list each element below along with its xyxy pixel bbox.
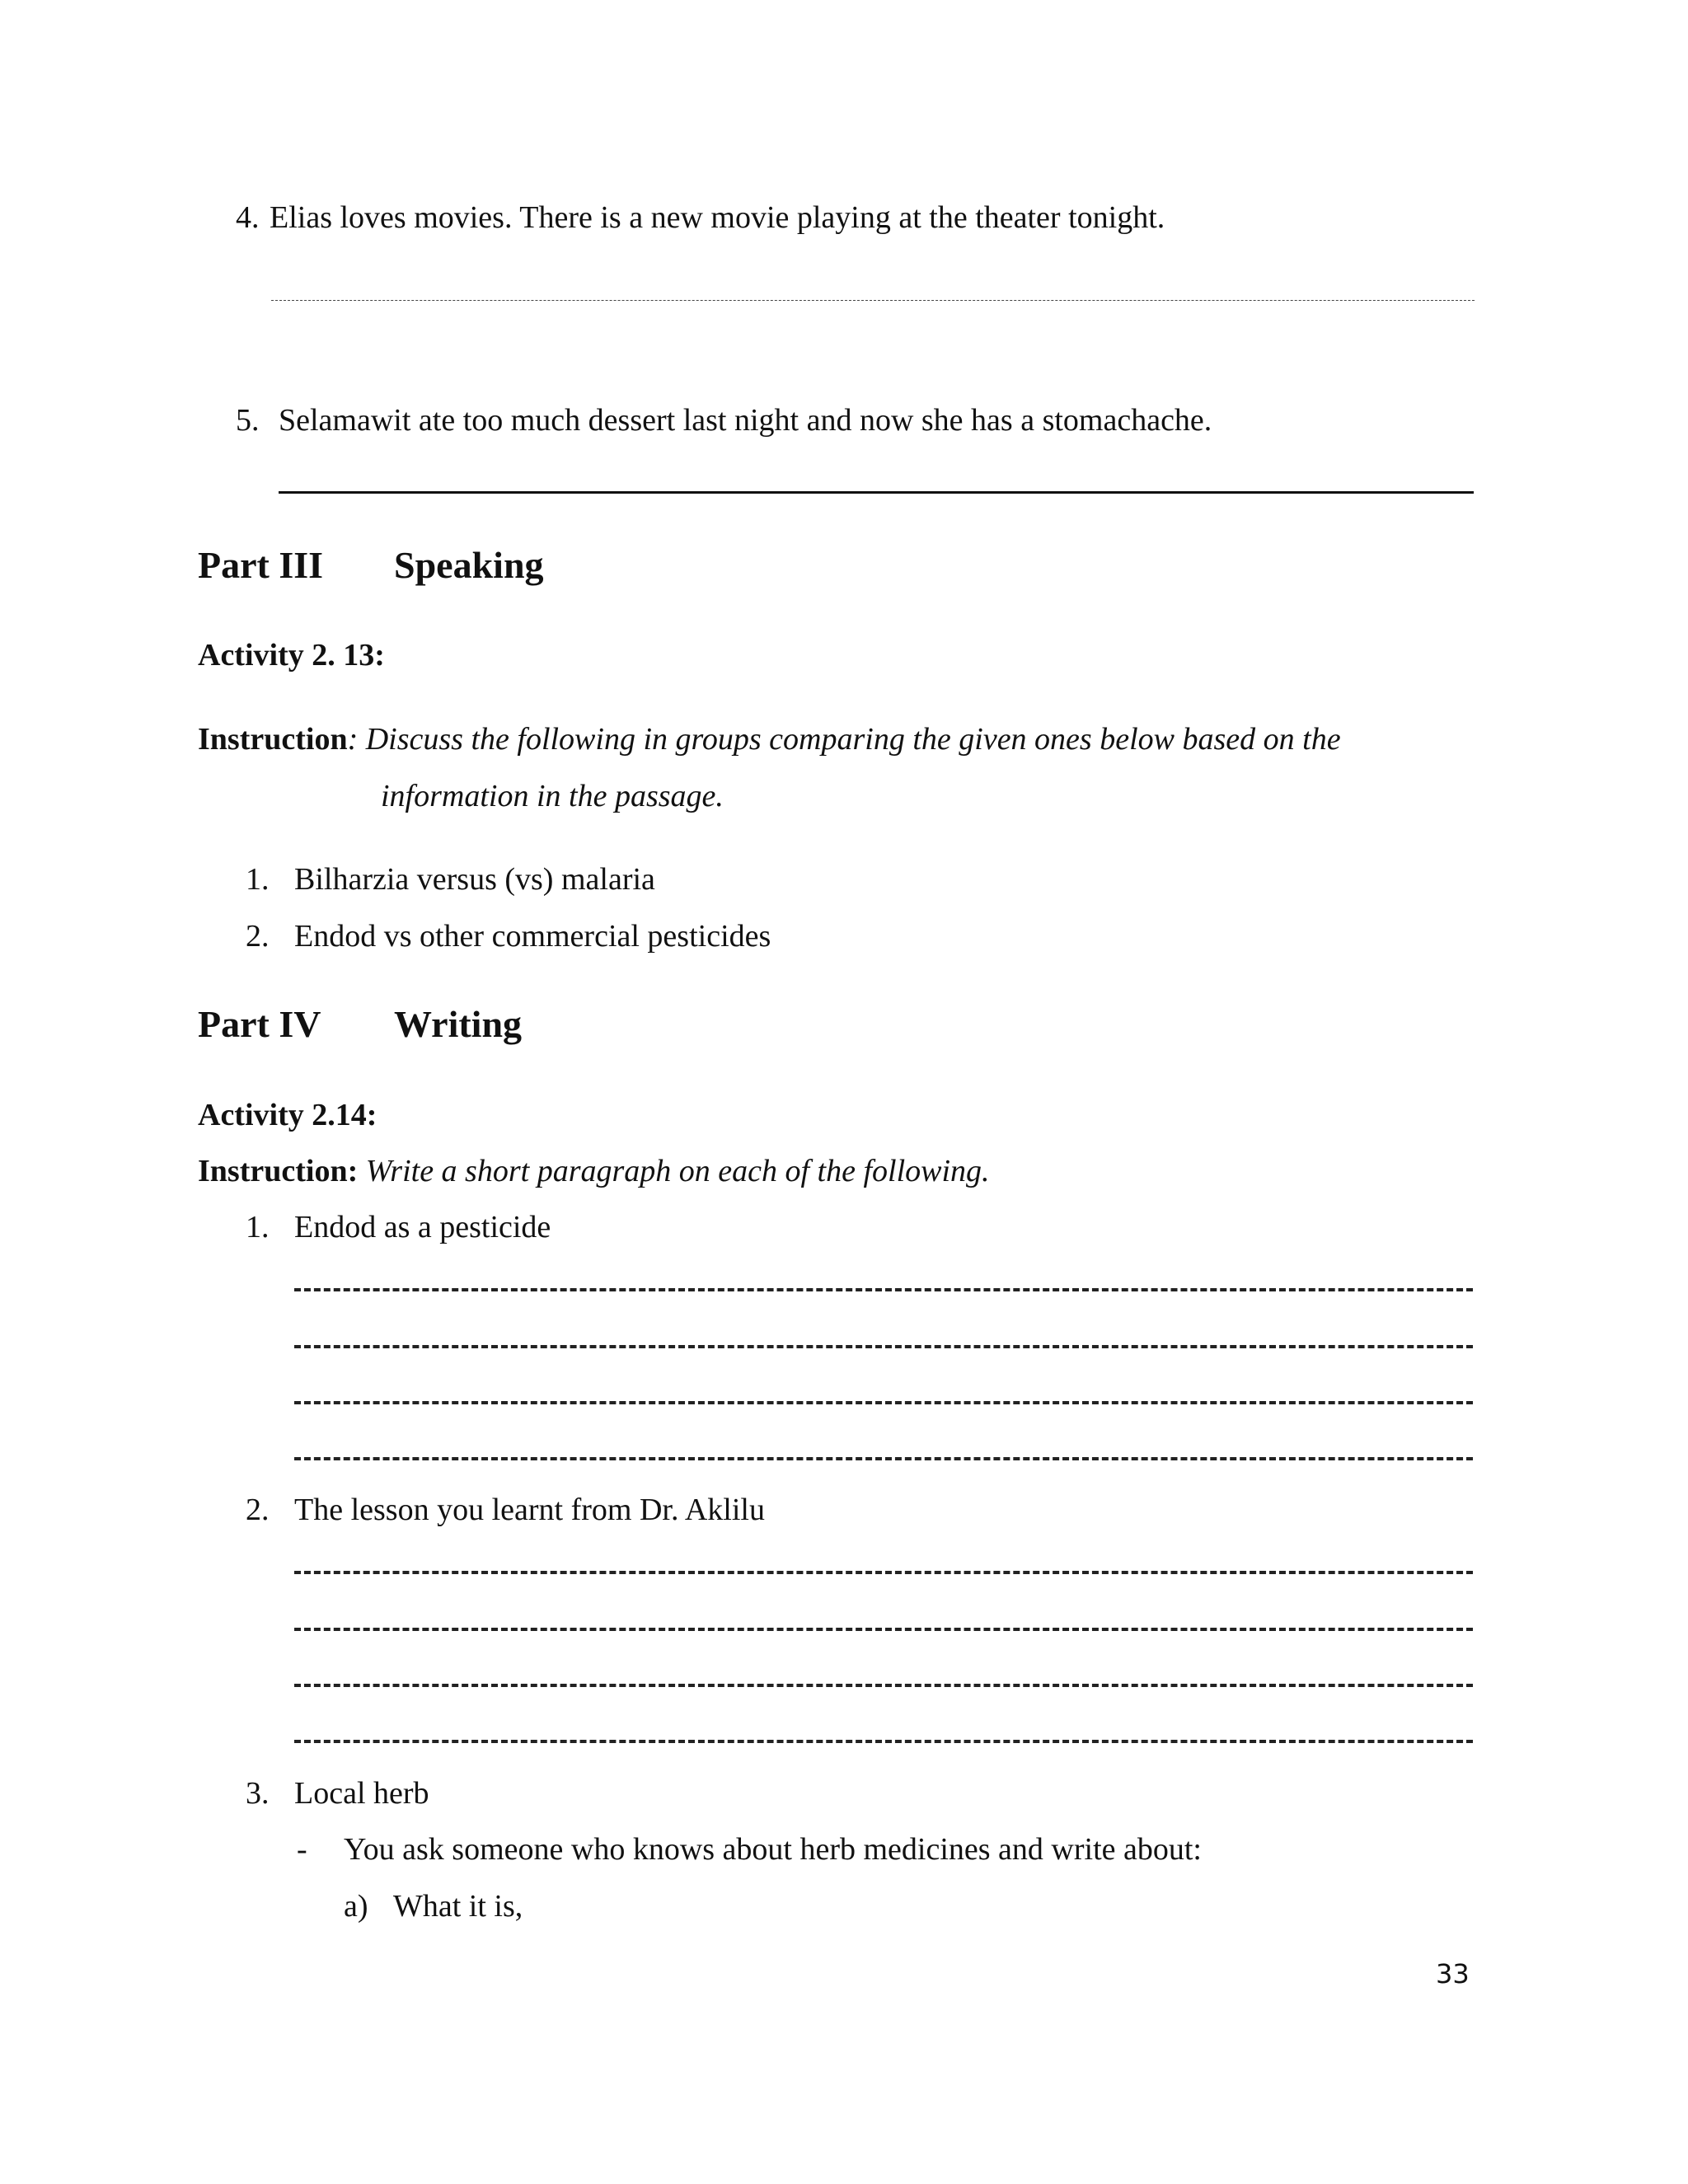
writing-line: [294, 1740, 1473, 1743]
writing-line: [294, 1684, 1473, 1687]
list-number: 3.: [246, 1776, 270, 1811]
answer-line: [279, 491, 1474, 494]
sub-bullet-marker: -: [297, 1832, 307, 1867]
instruction: [198, 724, 1341, 755]
instruction-text: information in the passage.: [381, 779, 724, 813]
part-title: Writing: [394, 1003, 523, 1045]
item-number: 5.: [236, 403, 260, 438]
answer-line: [271, 300, 1475, 301]
instruction-label: Instruction: [198, 722, 348, 757]
part-label: Part IV: [198, 1003, 321, 1045]
writing-line: [294, 1401, 1473, 1404]
sub-item-text: What it is,: [393, 1889, 523, 1924]
writing-line: [294, 1457, 1473, 1460]
list-item: Local herb: [294, 1776, 429, 1811]
writing-line: [294, 1628, 1473, 1631]
part-title: Speaking: [394, 544, 544, 586]
list-number: 2.: [246, 1493, 270, 1527]
list-item: Endod vs other commercial pesticides: [294, 919, 771, 954]
item-text: Elias loves movies. There is a new movie playing at the theater tonight.: [270, 200, 1165, 235]
list-number: 1.: [246, 862, 270, 897]
activity-heading: Activity 2.14:: [198, 1098, 377, 1132]
instruction-text: Write a short paragraph on each of the following.: [365, 1154, 990, 1188]
part-label: Part III: [198, 544, 324, 586]
writing-line: [294, 1288, 1473, 1291]
page-number: 33: [1436, 1958, 1470, 1990]
activity-heading: Activity 2. 13:: [198, 638, 385, 673]
instruction-text: : Discuss the following in groups comparing the given ones below based on the: [347, 722, 1341, 757]
list-number: 1.: [246, 1210, 270, 1244]
list-number: 2.: [246, 919, 270, 954]
sub-item-marker: a): [344, 1889, 368, 1924]
item-number: 4.: [236, 200, 260, 235]
instruction: [198, 1155, 990, 1187]
list-item: The lesson you learnt from Dr. Aklilu: [294, 1493, 765, 1527]
item-text: Selamawit ate too much dessert last night and now she has a stomachache.: [279, 403, 1212, 438]
writing-line: [294, 1571, 1473, 1574]
writing-line: [294, 1345, 1473, 1348]
list-item: Endod as a pesticide: [294, 1210, 551, 1244]
sub-bullet-text: You ask someone who knows about herb medicines and write about:: [344, 1832, 1202, 1867]
list-item: Bilharzia versus (vs) malaria: [294, 862, 655, 897]
instruction-label: Instruction:: [198, 1154, 359, 1188]
